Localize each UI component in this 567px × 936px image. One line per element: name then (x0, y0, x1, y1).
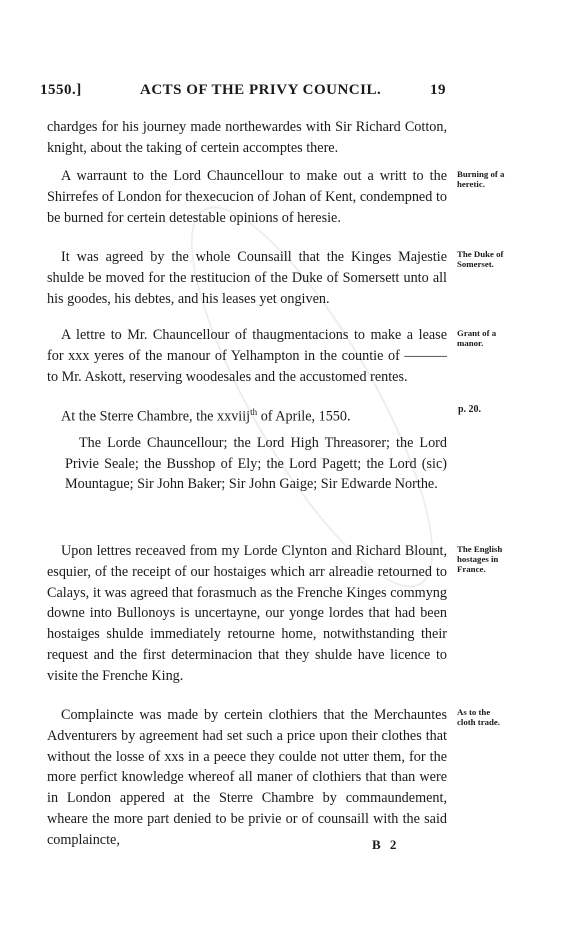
paragraph-text: chardges for his journey made northewardes with Sir Richard Cotton, knight, about the taking of certein accomptes there. (47, 119, 447, 156)
page-number: 19 (430, 82, 446, 98)
margin-note-line: As to the (457, 707, 491, 717)
page-reference: p. 20. (458, 404, 482, 415)
heading-suffix: of Aprile, 1550. (257, 408, 351, 425)
margin-note-somerset (457, 249, 537, 269)
margin-note-line: cloth trade. (457, 717, 500, 727)
paragraph-text: Complaincte was made by certein clothiers that the Merchauntes Adventurers by agreement had set such a price upon their clothes that without the losse of xxs in a peece they coulde not utter them, for the more perfict knowledge whereof all maner of clothiers that than were in London appered at the Sterre Chambre by commaundement, wheare the more part denied to be privie or of counsaill with the said complaincte, (47, 707, 447, 848)
header-year: 1550.] (40, 82, 82, 98)
margin-note-line: heretic. (457, 179, 485, 189)
margin-note-line: France. (457, 564, 486, 574)
paragraph-text: A lettre to Mr. Chauncellour of thaugmentacions to make a lease for xxx yeres of the manour of Yelhampton in the countie of ——— to Mr. Askott, reserving woodesales and the accustomed rentes. (47, 327, 447, 385)
paragraph-hostages (47, 541, 447, 687)
margin-note-line: Grant of a (457, 328, 497, 338)
margin-note-line: Burning of a (457, 169, 505, 179)
paragraph-cloth (47, 705, 447, 851)
margin-note-line: manor. (457, 338, 484, 348)
margin-note-manor (457, 328, 537, 348)
paragraph-manor (47, 325, 447, 387)
margin-note-line: Somerset. (457, 259, 494, 269)
margin-note-burning (457, 169, 537, 189)
paragraph-text: A warraunt to the Lord Chauncellour to make out a writt to the Shirrefes of London for thexecucion of Johan of Kent, condempned to be burned for certein detestable opinions of heresie. (47, 168, 447, 226)
paragraph-warrant (47, 166, 447, 228)
attendees-list: The Lorde Chauncellour; the Lord High Threasorer; the Lord Privie Seale; the Busshop of Ely; the Lord Pagett; the Lord (sic) Mountague; Sir John Baker; Sir John Gaige; Sir Edwarde Northe. (65, 435, 447, 493)
heading-superscript: th (250, 407, 258, 417)
margin-note-hostages (457, 544, 537, 574)
heading-prefix: At the Sterre Chambre, the xxviij (61, 408, 251, 425)
header-title: ACTS OF THE PRIVY COUNCIL. (140, 82, 382, 98)
meeting-heading (61, 402, 351, 427)
paragraph-text: It was agreed by the whole Counsaill that the Kinges Majestie shulde be moved for the restitucion of the Duke of Somersett unto all his goodes, his debtes, and his leases yet ongiven. (47, 249, 447, 307)
margin-note-line: The English (457, 544, 503, 554)
margin-note-line: hostages in (457, 554, 499, 564)
paragraph-somerset (47, 247, 447, 309)
paragraph-text: Upon lettres receaved from my Lorde Clynton and Richard Blount, esquier, of the receipt of our hostaiges which arr alreadie retourned to Calays, it was agreed that forasmuch as the Frenche Kinges commyng downe into Bullonoys is uncertayne, our yonge lordes that had been hostaiges shulde immediately retourne home, notwithstanding their request and the first determinacion that they shulde have licence to visite the Frenche King. (47, 543, 447, 684)
margin-note-line: The Duke of (457, 249, 504, 259)
signature-mark: B 2 (372, 837, 400, 852)
margin-note-cloth (457, 707, 537, 727)
paragraph-continuation (47, 117, 447, 159)
